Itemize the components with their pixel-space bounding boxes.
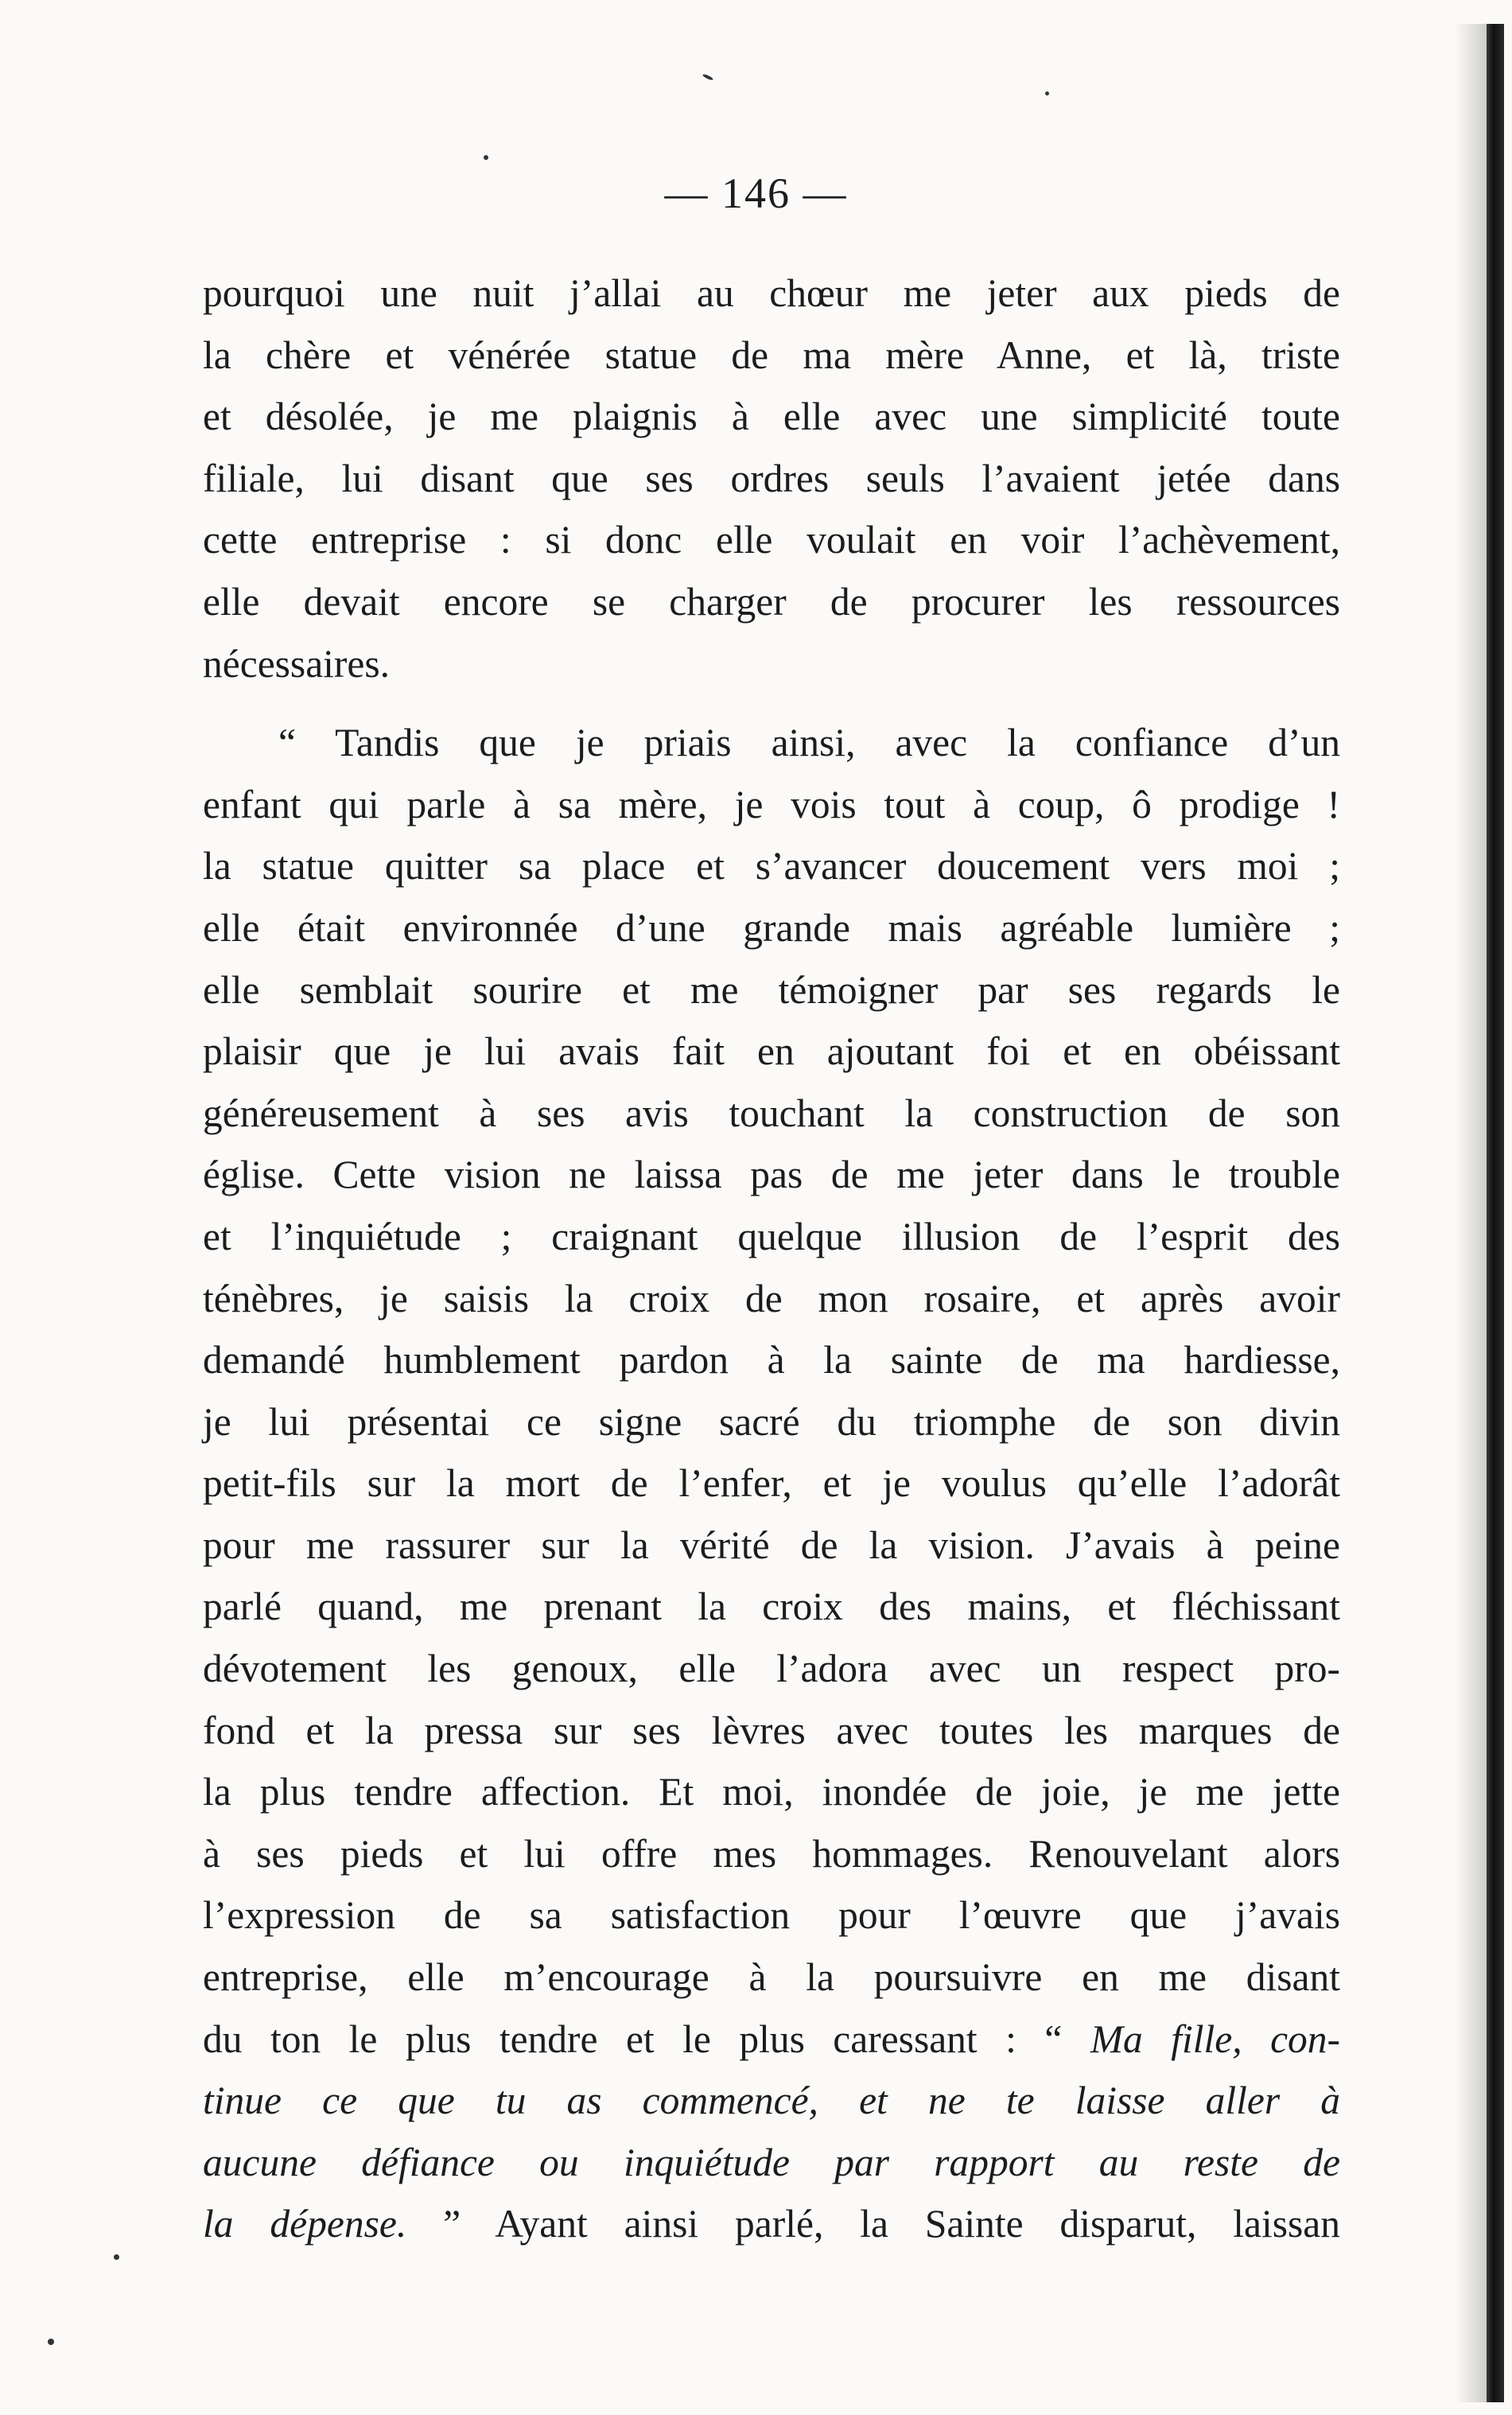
text-line: la chère et vénérée statue de ma mère Anne, et là, triste (203, 332, 1340, 377)
quote-open-mark: “ (1044, 2016, 1063, 2061)
text-line: fond et la pressa sur ses lèvres avec toutes les marques de (203, 1708, 1340, 1752)
ink-speck (484, 155, 488, 160)
text-line: et l’inquiétude ; craignant quelque illusion de l’esprit des (203, 1214, 1340, 1258)
text-line: elle était environnée d’une grande mais agréable lumière ; (203, 905, 1340, 950)
text-line: et désolée, je me plaignis à elle avec une simplicité toute (203, 395, 1340, 439)
text-line: église. Cette vision ne laissa pas de me jeter dans le trouble (203, 1153, 1340, 1197)
body-text (203, 262, 1340, 2255)
text-line: parlé quand, me prenant la croix des mains, et fléchissant (203, 1585, 1340, 1629)
text-line: entreprise, elle m’encourage à la poursuivre en me disant (203, 1955, 1340, 2000)
text-line: enfant qui parle à sa mère, je vois tout à coup, ô prodige ! (203, 782, 1340, 826)
text-run: du ton le plus tendre et le plus caressant : (203, 2016, 1016, 2061)
text-line: pour me rassurer sur la vérité de la vision. J’avais à peine (203, 1522, 1340, 1567)
ink-speck (702, 73, 713, 81)
text-line: généreusement à ses avis touchant la construction de son (203, 1091, 1340, 1135)
text-line: pourquoi une nuit j’allai au chœur me jeter aux pieds de (203, 271, 1340, 315)
text-line: petit-fils sur la mort de l’enfer, et je voulus qu’elle l’adorât (203, 1461, 1340, 1506)
text-line: demandé humblement pardon à la sainte de ma hardiesse, (203, 1338, 1340, 1382)
text-line: plaisir que je lui avais fait en ajoutant foi et en obéissant (203, 1029, 1340, 1074)
text-line-with-quote-start (203, 2009, 1340, 2071)
italic-quote-text: la dépense. (203, 2202, 407, 2246)
text-line: elle semblait sourire et me témoigner par ses regards le (203, 967, 1340, 1012)
text-line: cette entreprise : si donc elle voulait en voir l’achèvement, (203, 518, 1340, 562)
text-run: ” Ayant ainsi parlé, la Sainte disparut, laissan (443, 2202, 1340, 2246)
italic-quote-line: aucune défiance ou inquiétude par rapport au reste de (203, 2140, 1340, 2184)
italic-quote-text: Ma fille, con- (1090, 2016, 1341, 2061)
text-line: la statue quitter sa place et s’avancer doucement vers moi ; (203, 844, 1340, 889)
text-line: dévotement les genoux, elle l’adora avec un respect pro- (203, 1647, 1340, 1691)
text-line: nécessaires. (203, 641, 391, 686)
text-line: la plus tendre affection. Et moi, inondée de joie, je me jette (203, 1770, 1340, 1814)
text-line: je lui présentai ce signe sacré du triomphe de son divin (203, 1399, 1340, 1444)
text-line: ténèbres, je saisis la croix de mon rosaire, et après avoir (203, 1276, 1340, 1320)
ink-speck (114, 2254, 119, 2260)
text-line: elle devait encore se charger de procurer les ressources (203, 579, 1340, 624)
page-binding-edge (1487, 24, 1504, 2402)
paragraph-start-line: “ Tandis que je priais ainsi, avec la confiance d’un (278, 721, 1340, 765)
page-number: — 146 — (664, 169, 848, 217)
page-edge-fade (1455, 24, 1487, 2402)
ink-speck (48, 2339, 54, 2345)
text-line: à ses pieds et lui offre mes hommages. Renouvelant alors (203, 1831, 1340, 1876)
ink-speck (1045, 91, 1049, 95)
text-line: l’expression de sa satisfaction pour l’œuvre que j’avais (203, 1893, 1340, 1938)
text-line-with-quote-end (203, 2193, 1340, 2255)
text-line: filiale, lui disant que ses ordres seuls l’avaient jetée dans (203, 456, 1340, 500)
italic-quote-line: tinue ce que tu as commencé, et ne te laisse aller à (203, 2079, 1340, 2123)
